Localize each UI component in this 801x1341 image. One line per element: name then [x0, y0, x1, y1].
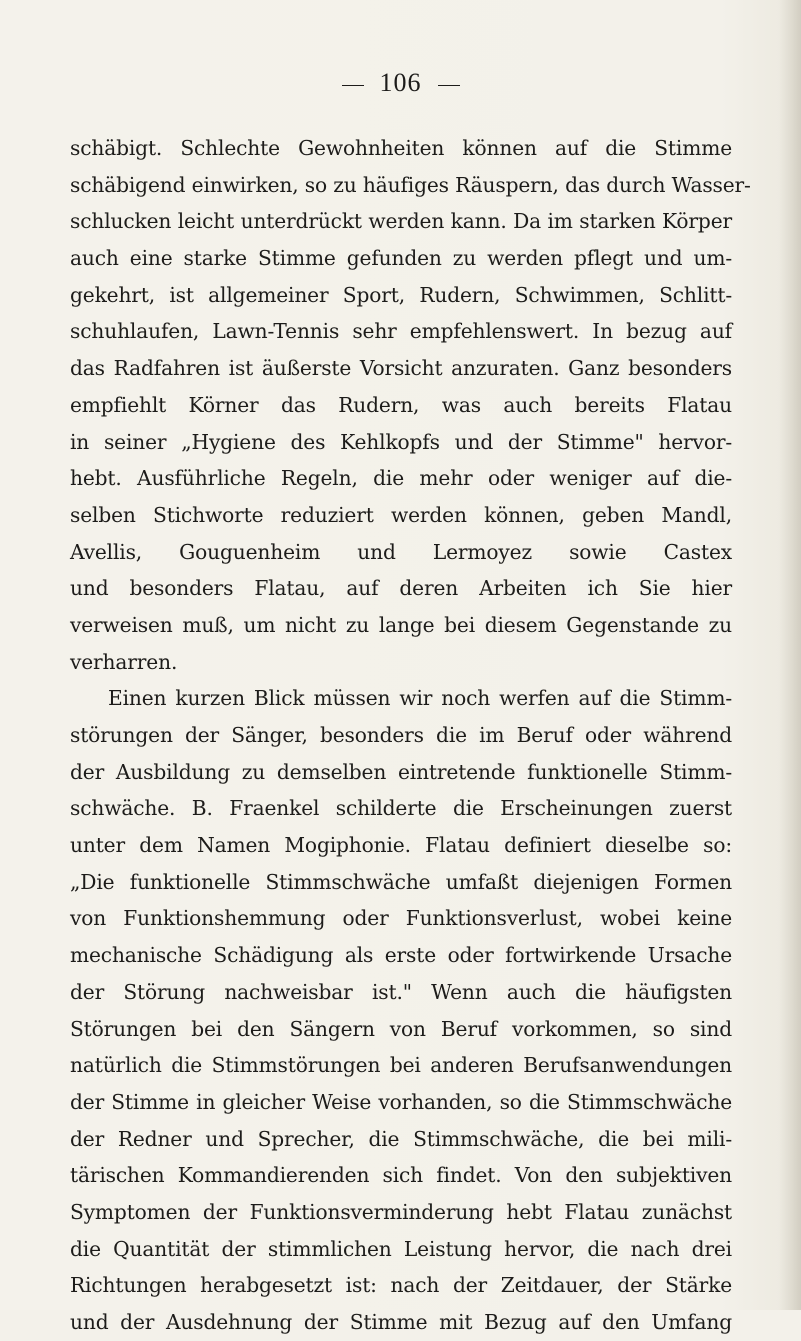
text-line: in seiner „Hygiene des Kehlkopfs und der Stimme" hervor- — [70, 429, 732, 454]
text-line: der Ausbildung zu demselben eintretende funktionelle Stimm- — [70, 759, 732, 784]
page-number: 106 — [379, 68, 422, 97]
text-line: selben Stichworte reduziert werden können, geben Mandl, — [70, 502, 732, 527]
text-line: das Radfahren ist äußerste Vorsicht anzuraten. Ganz besonders — [70, 356, 732, 381]
text-line: mechanische Schädigung als erste oder fortwirkende Ursache — [70, 943, 732, 968]
text-line: natürlich die Stimmstörungen bei anderen Berufsanwendungen — [70, 1053, 732, 1078]
page-header — [0, 68, 801, 98]
text-line: und besonders Flatau, auf deren Arbeiten ich Sie hier — [70, 576, 732, 601]
text-line: schäbigend einwirken, so zu häufiges Räuspern, das durch Wasser- — [70, 172, 751, 197]
text-line: schäbigt. Schlechte Gewohnheiten können auf die Stimme — [70, 136, 732, 160]
text-line: Symptomen der Funktionsverminderung hebt Flatau zunächst — [70, 1199, 732, 1224]
text-line: unter dem Namen Mogiphonie. Flatau definiert dieselbe so: — [70, 833, 732, 858]
text-line: der Stimme in gleicher Weise vorhanden, so die Stimmschwäche — [70, 1089, 732, 1114]
text-line: Störungen bei den Sängern von Beruf vorkommen, so sind — [70, 1016, 732, 1041]
text-line: von Funktionshemmung oder Funktionsverlust, wobei keine — [70, 906, 732, 931]
text-line: schlucken leicht unterdrückt werden kann. Da im starken Körper — [70, 209, 732, 234]
text-line: schwäche. B. Fraenkel schilderte die Erscheinungen zuerst — [70, 796, 732, 821]
header-dash-right — [438, 85, 460, 86]
text-line: hebt. Ausführliche Regeln, die mehr oder weniger auf die- — [70, 466, 732, 491]
text-line: Richtungen herabgesetzt ist: nach der Zeitdauer, der Stärke — [70, 1273, 732, 1298]
text-line: störungen der Sänger, besonders die im Beruf oder während — [70, 723, 732, 747]
body-text — [70, 130, 751, 1341]
text-line: gekehrt, ist allgemeiner Sport, Rudern, Schwimmen, Schlitt- — [70, 282, 732, 307]
text-line: der Redner und Sprecher, die Stimmschwäche, die bei mili- — [70, 1126, 732, 1151]
text-line: die Quantität der stimmlichen Leistung hervor, die nach drei — [70, 1236, 732, 1261]
text-line: tärischen Kommandierenden sich findet. Von den subjektiven — [70, 1163, 732, 1188]
text-line: Avellis, Gouguenheim und Lermoyez sowie Castex — [70, 539, 732, 564]
header-dash-left — [342, 85, 364, 86]
text-line: „Die funktionelle Stimmschwäche umfaßt diejenigen Formen — [70, 869, 732, 894]
page-edge-shadow — [779, 0, 801, 1310]
text-line: Einen kurzen Blick müssen wir noch werfen auf die Stimm- — [108, 686, 732, 711]
text-line: und der Ausdehnung der Stimme mit Bezug auf den Umfang — [70, 1310, 732, 1334]
text-line: auch eine starke Stimme gefunden zu werden pflegt und um- — [70, 246, 732, 271]
text-line: verweisen muß, um nicht zu lange bei diesem Gegenstande zu — [70, 612, 732, 637]
text-line: empfiehlt Körner das Rudern, was auch bereits Flatau — [70, 392, 732, 417]
text-line: schuhlaufen, Lawn-Tennis sehr empfehlenswert. In bezug auf — [70, 319, 732, 344]
text-line: der Störung nachweisbar ist." Wenn auch die häufigsten — [70, 979, 732, 1004]
text-line: verharren. — [70, 649, 178, 674]
